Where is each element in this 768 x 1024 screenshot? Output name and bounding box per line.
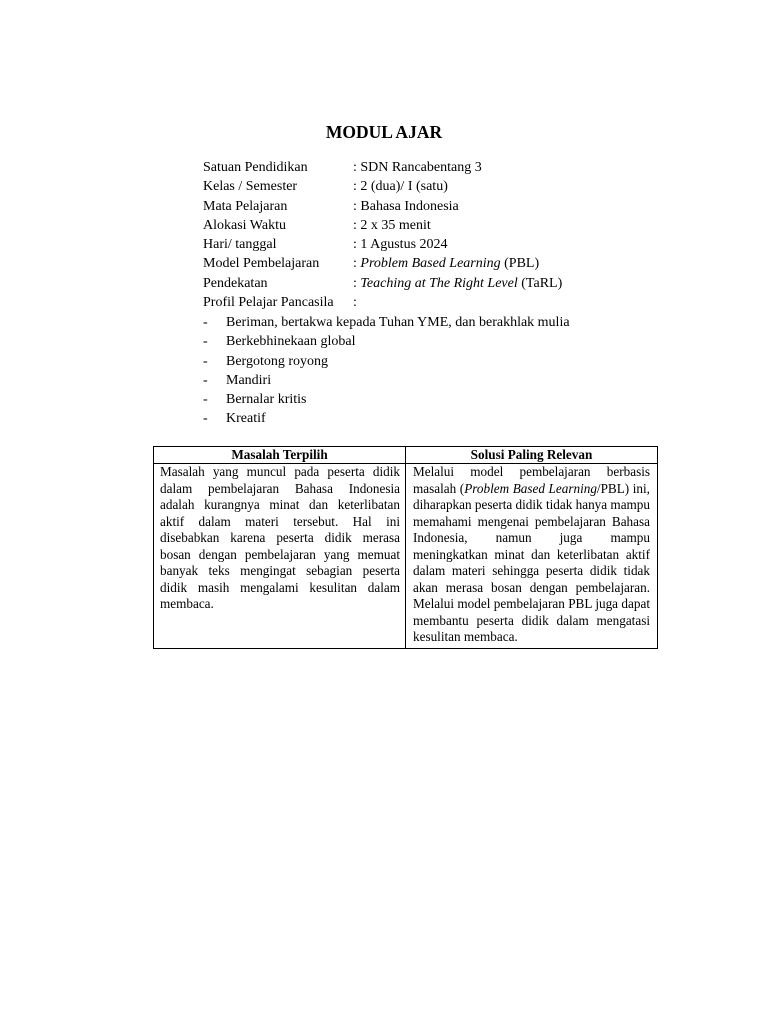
info-row-hari-tanggal xyxy=(203,235,562,254)
info-value: : 2 x 35 menit xyxy=(353,217,431,233)
bullet-dash: - xyxy=(203,353,208,369)
info-label: Mata Pelajaran xyxy=(203,198,288,214)
info-label: Pendekatan xyxy=(203,275,268,291)
info-value: : 1 Agustus 2024 xyxy=(353,237,448,253)
header-masalah-terpilih: Masalah Terpilih xyxy=(154,447,406,464)
solusi-italic: Problem Based Learning xyxy=(464,480,597,496)
info-value-prefix: : xyxy=(353,275,361,291)
info-row-satuan-pendidikan xyxy=(203,158,562,177)
header-solusi-paling-relevan: Solusi Paling Relevan xyxy=(406,447,658,464)
solusi-prefix: Melalui model pembelajaran berbasis masalah ( xyxy=(413,464,650,496)
info-value: : xyxy=(353,295,357,311)
profil-list xyxy=(203,313,570,429)
info-value: : Bahasa Indonesia xyxy=(353,198,459,214)
list-item-text: Mandiri xyxy=(226,372,272,388)
list-item xyxy=(203,390,570,409)
bullet-dash: - xyxy=(203,334,208,350)
info-value-prefix: : xyxy=(353,256,361,272)
cell-solusi xyxy=(406,464,658,649)
table-row xyxy=(154,464,658,649)
solusi-suffix: /PBL) ini, diharapkan peserta didik tidak hanya mampu memahami mengenai pembelajaran Bahasa Indonesia, namun juga mampu meningkatkan minat dan keterlibatan aktif dalam materi sehingga peserta didik tidak akan merasa bosan dengan pembelajaran. Melalui model pembelajaran PBL juga dapat membantu peserta didik dalam mengatasi kesulitan membaca. xyxy=(413,480,650,644)
info-row-profil-pelajar xyxy=(203,293,562,312)
list-item xyxy=(203,332,570,351)
info-value-suffix: (TaRL) xyxy=(517,275,563,291)
info-value: : 2 (dua)/ I (satu) xyxy=(353,179,448,195)
info-label: Profil Pelajar Pancasila xyxy=(203,295,334,311)
info-row-mata-pelajaran xyxy=(203,197,562,216)
problem-solution-table xyxy=(153,446,658,649)
list-item-text: Berkebhinekaan global xyxy=(226,334,356,350)
info-value xyxy=(353,274,562,293)
list-item-text: Kreatif xyxy=(226,411,266,427)
info-label: Satuan Pendidikan xyxy=(203,160,308,175)
info-value: : SDN Rancabentang 3 xyxy=(353,160,482,175)
info-row-alokasi-waktu xyxy=(203,216,562,235)
list-item xyxy=(203,371,570,390)
list-item-text: Beriman, bertakwa kepada Tuhan YME, dan berakhlak mulia xyxy=(226,315,570,330)
info-row-model-pembelajaran xyxy=(203,254,562,273)
info-row-pendekatan xyxy=(203,274,562,293)
info-row-kelas-semester xyxy=(203,177,562,196)
info-value-italic: Teaching at The Right Level xyxy=(360,275,518,291)
list-item xyxy=(203,409,570,428)
cell-masalah: Masalah yang muncul pada peserta didik dalam pembelajaran Bahasa Indonesia adalah kurangnya minat dan keterlibatan aktif dalam materi tersebut. Hal ini disebabkan karena peserta didik merasa bosan dengan pembelajaran yang memuat banyak teks mengingat sebagian peserta didik masih mengalami kesulitan dalam membaca. xyxy=(154,464,406,649)
info-label: Hari/ tanggal xyxy=(203,237,277,253)
bullet-dash: - xyxy=(203,315,208,330)
info-label: Kelas / Semester xyxy=(203,179,298,195)
list-item xyxy=(203,313,570,332)
info-value xyxy=(353,254,539,273)
module-info xyxy=(203,158,562,312)
info-value-italic: Problem Based Learning xyxy=(360,256,501,272)
list-item-text: Bernalar kritis xyxy=(226,392,307,408)
page-title: MODUL AJAR xyxy=(325,122,443,142)
list-item-text: Bergotong royong xyxy=(226,353,329,369)
info-value-suffix: (PBL) xyxy=(500,256,540,272)
bullet-dash: - xyxy=(203,411,208,427)
bullet-dash: - xyxy=(203,392,208,408)
bullet-dash: - xyxy=(203,372,208,388)
list-item xyxy=(203,352,570,371)
info-label: Model Pembelajaran xyxy=(203,256,320,272)
table-header-row xyxy=(154,447,658,464)
info-label: Alokasi Waktu xyxy=(203,217,286,233)
